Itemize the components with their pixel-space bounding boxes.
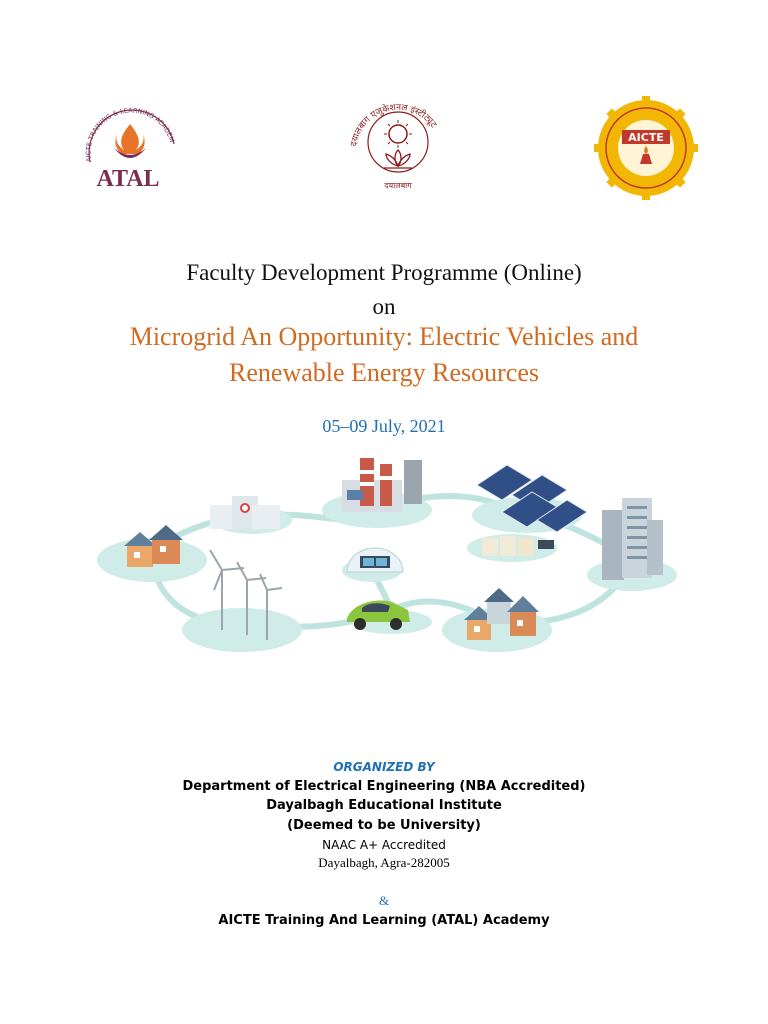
sun-icon bbox=[384, 120, 412, 148]
naac-accreditation: NAAC A+ Accredited bbox=[322, 838, 446, 852]
topic-title-line-2: Renewable Energy Resources bbox=[229, 358, 539, 387]
control-center-icon bbox=[347, 548, 403, 572]
topic-title-line-1: Microgrid An Opportunity: Electric Vehicles and bbox=[129, 322, 639, 351]
atal-ring-text: AICTE TRAINING & LEARNING ACADEM bbox=[84, 106, 176, 163]
institute-address: Dayalbagh, Agra-282005 bbox=[318, 855, 450, 870]
event-date: 05–09 July, 2021 bbox=[322, 416, 446, 436]
microgrid-illustration bbox=[92, 450, 682, 665]
programme-title: Faculty Development Programme (Online) bbox=[186, 260, 582, 285]
flame-icon bbox=[114, 124, 146, 158]
institute-name: Dayalbagh Educational Institute bbox=[266, 798, 502, 813]
atal-logo-text: ATAL bbox=[96, 166, 160, 192]
university-status: (Deemed to be University) bbox=[287, 818, 481, 833]
office-building-icon bbox=[602, 498, 663, 580]
dei-ring-text: दयालबाग एजुकेशनल इंस्टीट्यूट bbox=[349, 102, 439, 148]
dei-emblem-logo bbox=[344, 92, 452, 192]
svg-text:दयालबाग एजुकेशनल इंस्टीट्यूट bbox=[349, 102, 438, 148]
atal-logo bbox=[78, 102, 182, 194]
ampersand: & bbox=[378, 893, 390, 908]
power-plant-icon bbox=[342, 458, 422, 512]
organized-by-label: ORGANIZED BY bbox=[333, 760, 435, 774]
aicte-logo bbox=[594, 96, 698, 200]
dei-bottom-text: दयालबाग bbox=[384, 181, 412, 190]
house-icon bbox=[124, 525, 183, 567]
logo-row bbox=[0, 92, 768, 202]
lotus-icon bbox=[384, 150, 412, 168]
on-connector: on bbox=[372, 294, 396, 319]
co-organizer-academy: AICTE Training And Learning (ATAL) Academy bbox=[218, 913, 550, 928]
hospital-icon bbox=[210, 496, 280, 530]
aicte-logo-text: AICTE bbox=[628, 131, 664, 144]
department-name: Department of Electrical Engineering (NBA Accredited) bbox=[182, 779, 586, 794]
